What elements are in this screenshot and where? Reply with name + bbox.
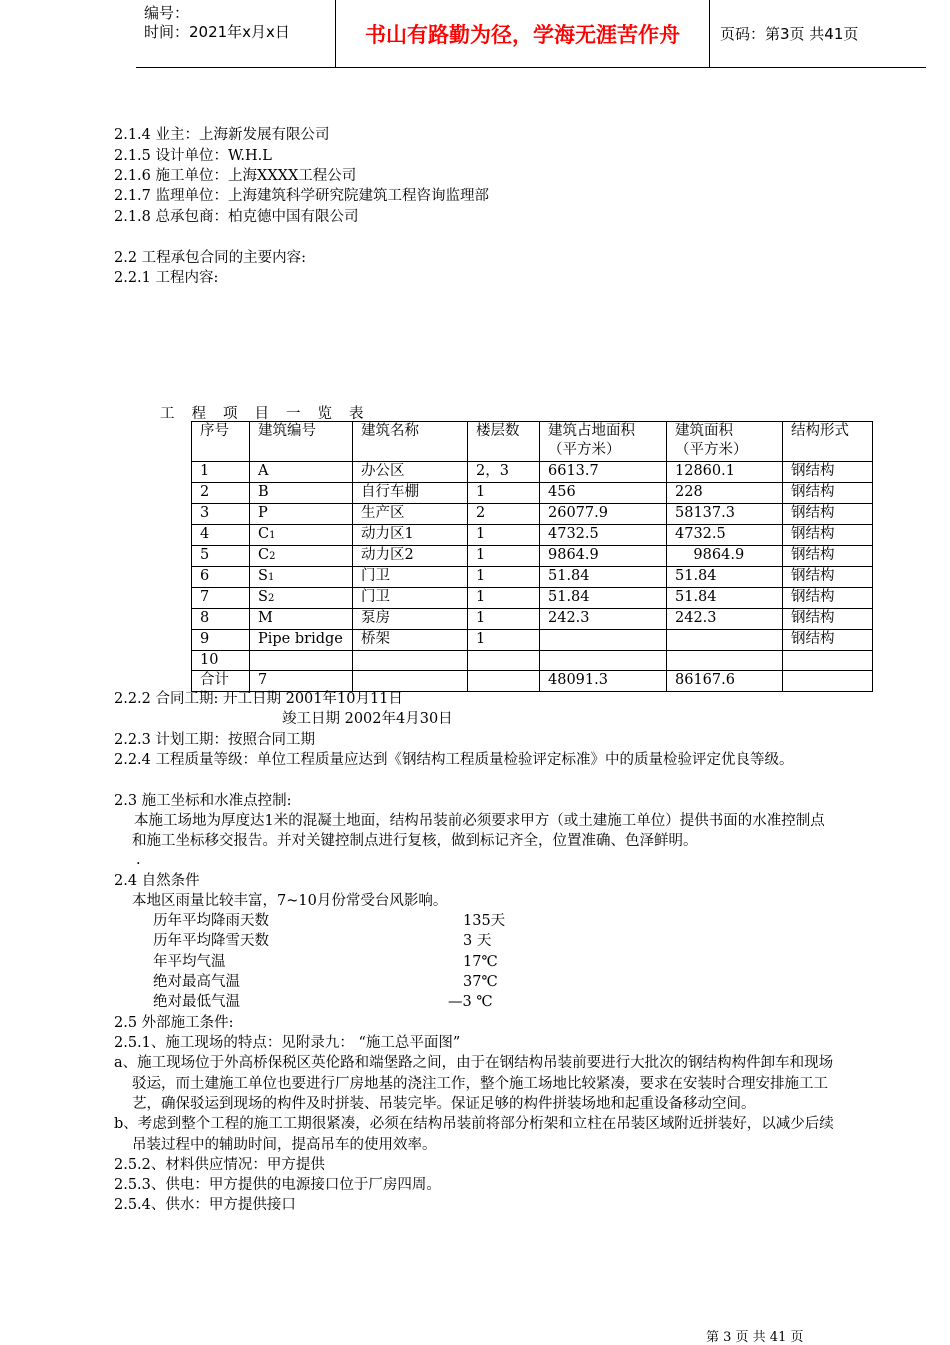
table-cell xyxy=(468,483,540,504)
table-cell xyxy=(783,483,873,504)
cell-text: 8 xyxy=(200,610,210,626)
cell-text: 钢结构 xyxy=(791,547,835,563)
table-cell xyxy=(540,651,667,671)
table-cell xyxy=(540,630,667,651)
cell-text: 1 xyxy=(476,589,486,605)
supervisor-line: 2.1.7 监理单位：上海建筑科学研究院建筑工程咨询监理部 xyxy=(114,188,490,204)
contract-period-line: 2.2.2 合同工期: 开工日期 2001年10月11日 xyxy=(114,691,403,707)
table-cell xyxy=(667,671,783,692)
table-cell xyxy=(353,504,468,525)
cell-text: 7 xyxy=(258,672,268,688)
header-unit: （平方米） xyxy=(675,442,748,458)
cell-text: S xyxy=(258,589,268,605)
table-cell xyxy=(250,504,353,525)
cell-text: 10 xyxy=(200,652,219,668)
table-cell xyxy=(468,651,540,671)
table-cell xyxy=(192,462,250,483)
table-cell xyxy=(468,504,540,525)
cell-text: A xyxy=(258,463,269,479)
table-cell xyxy=(540,546,667,567)
cell-text: 1 xyxy=(200,463,210,479)
item-a-line1: a、施工现场位于外高桥保税区英伦路和端堡路之间，由于在钢结构吊装前要进行大批次的钢结构构件卸车和现场 xyxy=(114,1055,834,1071)
cell-text: 51.84 xyxy=(675,589,717,605)
cell-text: 2 xyxy=(476,505,486,521)
table-cell xyxy=(250,546,353,567)
cell-text: 4 xyxy=(200,526,210,542)
document-number-label: 编号： xyxy=(144,4,190,22)
table-cell xyxy=(783,609,873,630)
table-cell xyxy=(353,462,468,483)
cell-text: 泵房 xyxy=(361,610,390,626)
table-row xyxy=(192,483,873,504)
cell-text: S xyxy=(258,568,268,584)
header-cell: 建筑名称 xyxy=(353,422,468,462)
stat-value: —3 ℃ xyxy=(448,994,493,1010)
item-b-line2: 吊装过程中的辅助时间，提高吊车的使用效率。 xyxy=(132,1137,437,1153)
cell-text: 48091.3 xyxy=(548,672,608,688)
table-cell xyxy=(783,630,873,651)
owner-line: 2.1.4 业主：上海新发展有限公司 xyxy=(114,127,330,143)
table-cell xyxy=(667,588,783,609)
table-cell xyxy=(540,525,667,546)
builder-line: 2.1.6 施工单位：上海XXXX工程公司 xyxy=(114,168,357,184)
table-cell xyxy=(783,462,873,483)
finish-date-line: 竣工日期 2002年4月30日 xyxy=(282,711,453,727)
table-cell xyxy=(192,504,250,525)
cell-text: 51.84 xyxy=(675,568,717,584)
table-row xyxy=(192,504,873,525)
cell-text: 合计 xyxy=(200,672,229,688)
cell-text: 门卫 xyxy=(361,589,390,605)
materials-line: 2.5.2、材料供应情况：甲方提供 xyxy=(114,1157,325,1173)
table-cell xyxy=(468,588,540,609)
table-caption: 工程项目一览表 xyxy=(160,406,381,422)
header-cell: 序号 xyxy=(192,422,250,462)
cell-text: 6613.7 xyxy=(548,463,599,479)
cell-text: 1 xyxy=(476,547,486,563)
cell-text: 26077.9 xyxy=(548,505,608,521)
nature-intro: 本地区雨量比较丰富，7~10月份常受台风影响。 xyxy=(132,893,448,909)
table-cell xyxy=(783,567,873,588)
table-cell xyxy=(353,546,468,567)
table-cell xyxy=(250,588,353,609)
designer-line: 2.1.5 设计单位：W.H.L xyxy=(114,148,272,164)
cell-text: 86167.6 xyxy=(675,672,735,688)
header-page-number: 页码：第3页 共41页 xyxy=(720,25,859,43)
stat-label: 历年平均降雨天数 xyxy=(153,913,269,929)
table-cell xyxy=(540,671,667,692)
cell-text: 2，3 xyxy=(476,463,509,479)
coordinates-heading: 2.3 施工坐标和水准点控制: xyxy=(114,793,292,809)
cell-text: 456 xyxy=(548,484,576,500)
cell-text: 51.84 xyxy=(548,589,590,605)
table-header-row xyxy=(192,422,873,462)
table-cell xyxy=(783,671,873,692)
table-cell xyxy=(353,609,468,630)
cell-text: 2 xyxy=(200,484,210,500)
contract-heading: 2.2 工程承包合同的主要内容: xyxy=(114,250,307,266)
table-cell xyxy=(783,504,873,525)
cell-text: 办公区 xyxy=(361,463,405,479)
table-cell xyxy=(192,525,250,546)
header-cell xyxy=(540,422,667,462)
table-cell xyxy=(353,483,468,504)
cell-text: 9864.9 xyxy=(548,547,599,563)
header-motto: 书山有路勤为径，学海无涯苦作舟 xyxy=(336,0,710,67)
cell-text: 动力区2 xyxy=(361,547,414,563)
cell-text: 4732.5 xyxy=(548,526,599,542)
cell-text: 5 xyxy=(200,547,210,563)
cell-text: 动力区1 xyxy=(361,526,414,542)
stat-value: 37℃ xyxy=(463,974,498,990)
stat-label: 绝对最高气温 xyxy=(153,974,240,990)
table-row xyxy=(192,609,873,630)
table-cell xyxy=(192,609,250,630)
quality-grade-line: 2.2.4 工程质量等级：单位工程质量应达到《钢结构工程质量检验评定标准》中的质量检验评定优良等级。 xyxy=(114,752,794,768)
stat-label: 绝对最低气温 xyxy=(153,994,240,1010)
cell-text: Pipe bridge xyxy=(258,631,343,647)
cell-text: 钢结构 xyxy=(791,526,835,542)
table-cell xyxy=(540,588,667,609)
cell-text: 1 xyxy=(476,568,486,584)
cell-text: 桥架 xyxy=(361,631,390,647)
cell-text: C xyxy=(258,547,270,563)
table-cell xyxy=(783,588,873,609)
cell-text: 生产区 xyxy=(361,505,405,521)
cell-text: 4732.5 xyxy=(675,526,726,542)
table-cell xyxy=(667,609,783,630)
table-cell xyxy=(783,651,873,671)
table-cell xyxy=(468,630,540,651)
water-line: 2.5.4、供水：甲方提供接口 xyxy=(114,1197,296,1213)
stat-value: 135天 xyxy=(463,913,506,929)
stat-value: 3 天 xyxy=(463,933,492,949)
stray-dot: . xyxy=(136,852,141,868)
table-row xyxy=(192,546,873,567)
general-contractor-line: 2.1.8 总承包商：柏克德中国有限公司 xyxy=(114,209,359,225)
cell-text: 自行车棚 xyxy=(361,484,419,500)
site-features-line: 2.5.1、施工现场的特点：见附录九： “施工总平面图” xyxy=(114,1035,461,1051)
cell-subscript: 2 xyxy=(269,551,276,562)
table-cell xyxy=(250,630,353,651)
item-a-line2: 驳运，而土建施工单位也要进行厂房地基的浇注工作，整个施工场地比较紧凑，要求在安装时合理安排施工工 xyxy=(132,1076,828,1092)
header-meta xyxy=(136,0,336,67)
table-row xyxy=(192,651,873,671)
page-footer: 第 3 页 共 41 页 xyxy=(706,1330,804,1345)
header-cell: 结构形式 xyxy=(783,422,873,462)
header-label: 建筑占地面积 xyxy=(548,423,635,439)
table-cell xyxy=(353,630,468,651)
cell-subscript: 1 xyxy=(269,530,276,541)
nature-heading: 2.4 自然条件 xyxy=(114,873,200,889)
cell-text: 6 xyxy=(200,568,210,584)
cell-text: M xyxy=(258,610,273,626)
table-cell xyxy=(353,567,468,588)
cell-text: 钢结构 xyxy=(791,484,835,500)
table-row xyxy=(192,462,873,483)
external-heading: 2.5 外部施工条件: xyxy=(114,1015,234,1031)
cell-text: 242.3 xyxy=(675,610,717,626)
table-cell xyxy=(468,462,540,483)
header-label: 建筑面积 xyxy=(675,423,733,439)
table-cell xyxy=(250,651,353,671)
power-line: 2.5.3、供电：甲方提供的电源接口位于厂房四周。 xyxy=(114,1177,441,1193)
cell-text: 9864.9 xyxy=(675,547,745,563)
table-cell xyxy=(468,525,540,546)
stat-label: 年平均气温 xyxy=(153,954,226,970)
cell-text: 门卫 xyxy=(361,568,390,584)
coordinates-paragraph-line1: 本施工场地为厚度达1米的混凝土地面，结构吊装前必须要求甲方（或土建施工单位）提供书面的水准控制点 xyxy=(134,813,825,829)
project-table xyxy=(191,421,873,692)
cell-subscript: 1 xyxy=(267,572,275,583)
cell-text: 3 xyxy=(200,505,210,521)
table-cell xyxy=(192,630,250,651)
document-time-label: 时间：2021年x月x日 xyxy=(144,23,290,41)
table-cell xyxy=(250,567,353,588)
cell-text: 钢结构 xyxy=(791,505,835,521)
table-cell xyxy=(192,546,250,567)
cell-text: 钢结构 xyxy=(791,589,835,605)
cell-text: B xyxy=(258,484,269,500)
cell-text: 51.84 xyxy=(548,568,590,584)
cell-text: 9 xyxy=(200,631,210,647)
table-cell xyxy=(540,609,667,630)
table-cell xyxy=(250,483,353,504)
table-cell xyxy=(250,525,353,546)
planned-period-line: 2.2.3 计划工期：按照合同工期 xyxy=(114,732,316,748)
table-cell xyxy=(250,609,353,630)
cell-text: 钢结构 xyxy=(791,631,835,647)
table-cell xyxy=(192,588,250,609)
header-unit: （平方米） xyxy=(548,442,621,458)
cell-text: 钢结构 xyxy=(791,568,835,584)
table-cell xyxy=(667,525,783,546)
stat-label: 历年平均降雪天数 xyxy=(153,933,269,949)
cell-text: P xyxy=(258,505,268,521)
table-cell xyxy=(468,609,540,630)
table-row xyxy=(192,567,873,588)
header-cell xyxy=(667,422,783,462)
cell-text: 58137.3 xyxy=(675,505,735,521)
table-cell xyxy=(192,483,250,504)
cell-subscript: 2 xyxy=(267,593,275,604)
table-cell xyxy=(667,462,783,483)
table-row xyxy=(192,588,873,609)
table-cell xyxy=(353,651,468,671)
table-cell xyxy=(667,483,783,504)
cell-text: 7 xyxy=(200,589,210,605)
header-cell: 楼层数 xyxy=(468,422,540,462)
table-cell xyxy=(667,504,783,525)
cell-text: 1 xyxy=(476,631,486,647)
table-cell xyxy=(353,525,468,546)
table-cell xyxy=(192,567,250,588)
coordinates-paragraph-line2: 和施工坐标移交报告。并对关键控制点进行复核，做到标记齐全，位置准确、色泽鲜明。 xyxy=(132,833,698,849)
table-cell xyxy=(667,651,783,671)
table-cell xyxy=(250,462,353,483)
item-b-line1: b、考虑到整个工程的施工工期很紧凑，必须在结构吊装前将部分桁架和立柱在吊装区域附近拼装好，以减少后续 xyxy=(114,1116,834,1132)
page-header xyxy=(136,0,926,68)
contract-content-heading: 2.2.1 工程内容: xyxy=(114,270,219,286)
table-cell xyxy=(667,630,783,651)
table-cell xyxy=(667,546,783,567)
cell-text: 1 xyxy=(476,610,486,626)
item-a-line3: 艺，确保驳运到现场的构件及时拼装、吊装完毕。保证足够的构件拼装场地和起重设备移动空间。 xyxy=(132,1096,756,1112)
table-cell xyxy=(540,567,667,588)
table-row xyxy=(192,630,873,651)
table-cell xyxy=(353,588,468,609)
cell-text: 钢结构 xyxy=(791,610,835,626)
table-cell xyxy=(540,504,667,525)
table-cell xyxy=(667,567,783,588)
table-cell xyxy=(468,546,540,567)
table-cell xyxy=(468,671,540,692)
table-cell xyxy=(192,651,250,671)
table-cell xyxy=(468,567,540,588)
header-cell: 建筑编号 xyxy=(250,422,353,462)
cell-text: 1 xyxy=(476,484,486,500)
table-cell xyxy=(783,525,873,546)
cell-text: 228 xyxy=(675,484,703,500)
cell-text: C xyxy=(258,526,270,542)
stat-value: 17℃ xyxy=(463,954,498,970)
table-cell xyxy=(540,483,667,504)
table-row xyxy=(192,525,873,546)
cell-text: 钢结构 xyxy=(791,463,835,479)
table-cell xyxy=(783,546,873,567)
cell-text: 1 xyxy=(476,526,486,542)
table-cell xyxy=(540,462,667,483)
cell-text: 12860.1 xyxy=(675,463,735,479)
cell-text: 242.3 xyxy=(548,610,590,626)
